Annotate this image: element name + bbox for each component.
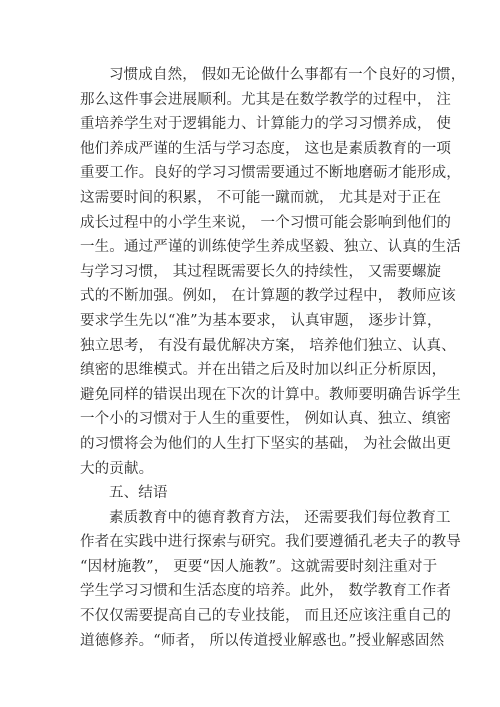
paragraph [80, 63, 466, 481]
text-line: 素质教育中的德育教育方法， 还需要我们每位教育工 [109, 509, 451, 526]
text-line: 那么这件事会进展顺利。尤其是在数学教学的过程中， 注 [80, 91, 452, 108]
text-line: 他们养成严谨的生活与学习态度， 这也是素质教育的一项 [80, 140, 452, 157]
paragraph [80, 506, 461, 654]
text-line: 要求学生先以“准”为基本要求， 认真审题， 逐步计算， [80, 312, 442, 329]
text-line: 独立思考， 有没有最优解决方案， 培养他们独立、认真、 [80, 337, 456, 354]
text-line: 避免同样的错误出现在下次的计算中。教师要明确告诉学生 [80, 386, 461, 403]
text-line: 习惯成自然， 假如无论做什么事都有一个良好的习惯， [109, 67, 466, 83]
text-line: 成长过程中的小学生来说， 一个习惯可能会影响到他们的 [80, 214, 452, 231]
text-line: 重要工作。良好的学习习惯需要通过不断地磨砺才能形成， [80, 165, 461, 182]
text-line: 学生学习习惯和生活态度的培养。此外， 数学教育工作者 [80, 583, 452, 600]
text-line: 不仅仅需要提高自己的专业技能， 而且还应该注重自己的 [80, 608, 452, 625]
text-line: 与学习习惯， 其过程既需要长久的持续性， 又需要螺旋 [80, 263, 442, 280]
text-line: 一个小的习惯对于人生的重要性， 例如认真、独立、缜密 [80, 411, 452, 428]
text-line: 式的不断加强。例如， 在计算题的教学过程中， 教师应该 [80, 288, 456, 305]
text-line: 一生。通过严谨的训练使学生养成坚毅、独立、认真的生活 [80, 239, 461, 256]
text-line: 的习惯将会为他们的人生打下坚实的基础， 为社会做出更 [80, 435, 452, 452]
section-heading: 五、结语 [109, 485, 168, 502]
text-line: 作者在实践中进行探索与研究。我们要遵循孔老夫子的教导 [80, 534, 461, 551]
text-line: 大的贡献。 [80, 460, 154, 477]
document-body [80, 63, 466, 653]
text-line: 缜密的思维模式。并在出错之后及时加以纠正分析原因， [80, 362, 447, 379]
text-line: “因材施教”， 更要“因人施教”。这就需要时刻注重对于 [80, 558, 438, 575]
text-line: 道德修养。“师者， 所以传道授业解惑也。”授业解惑固然 [80, 632, 445, 649]
text-line: 这需要时间的积累， 不可能一蹴而就， 尤其是对于正在 [80, 189, 442, 206]
text-line: 重培养学生对于逻辑能力、计算能力的学习习惯养成， 使 [80, 116, 452, 133]
